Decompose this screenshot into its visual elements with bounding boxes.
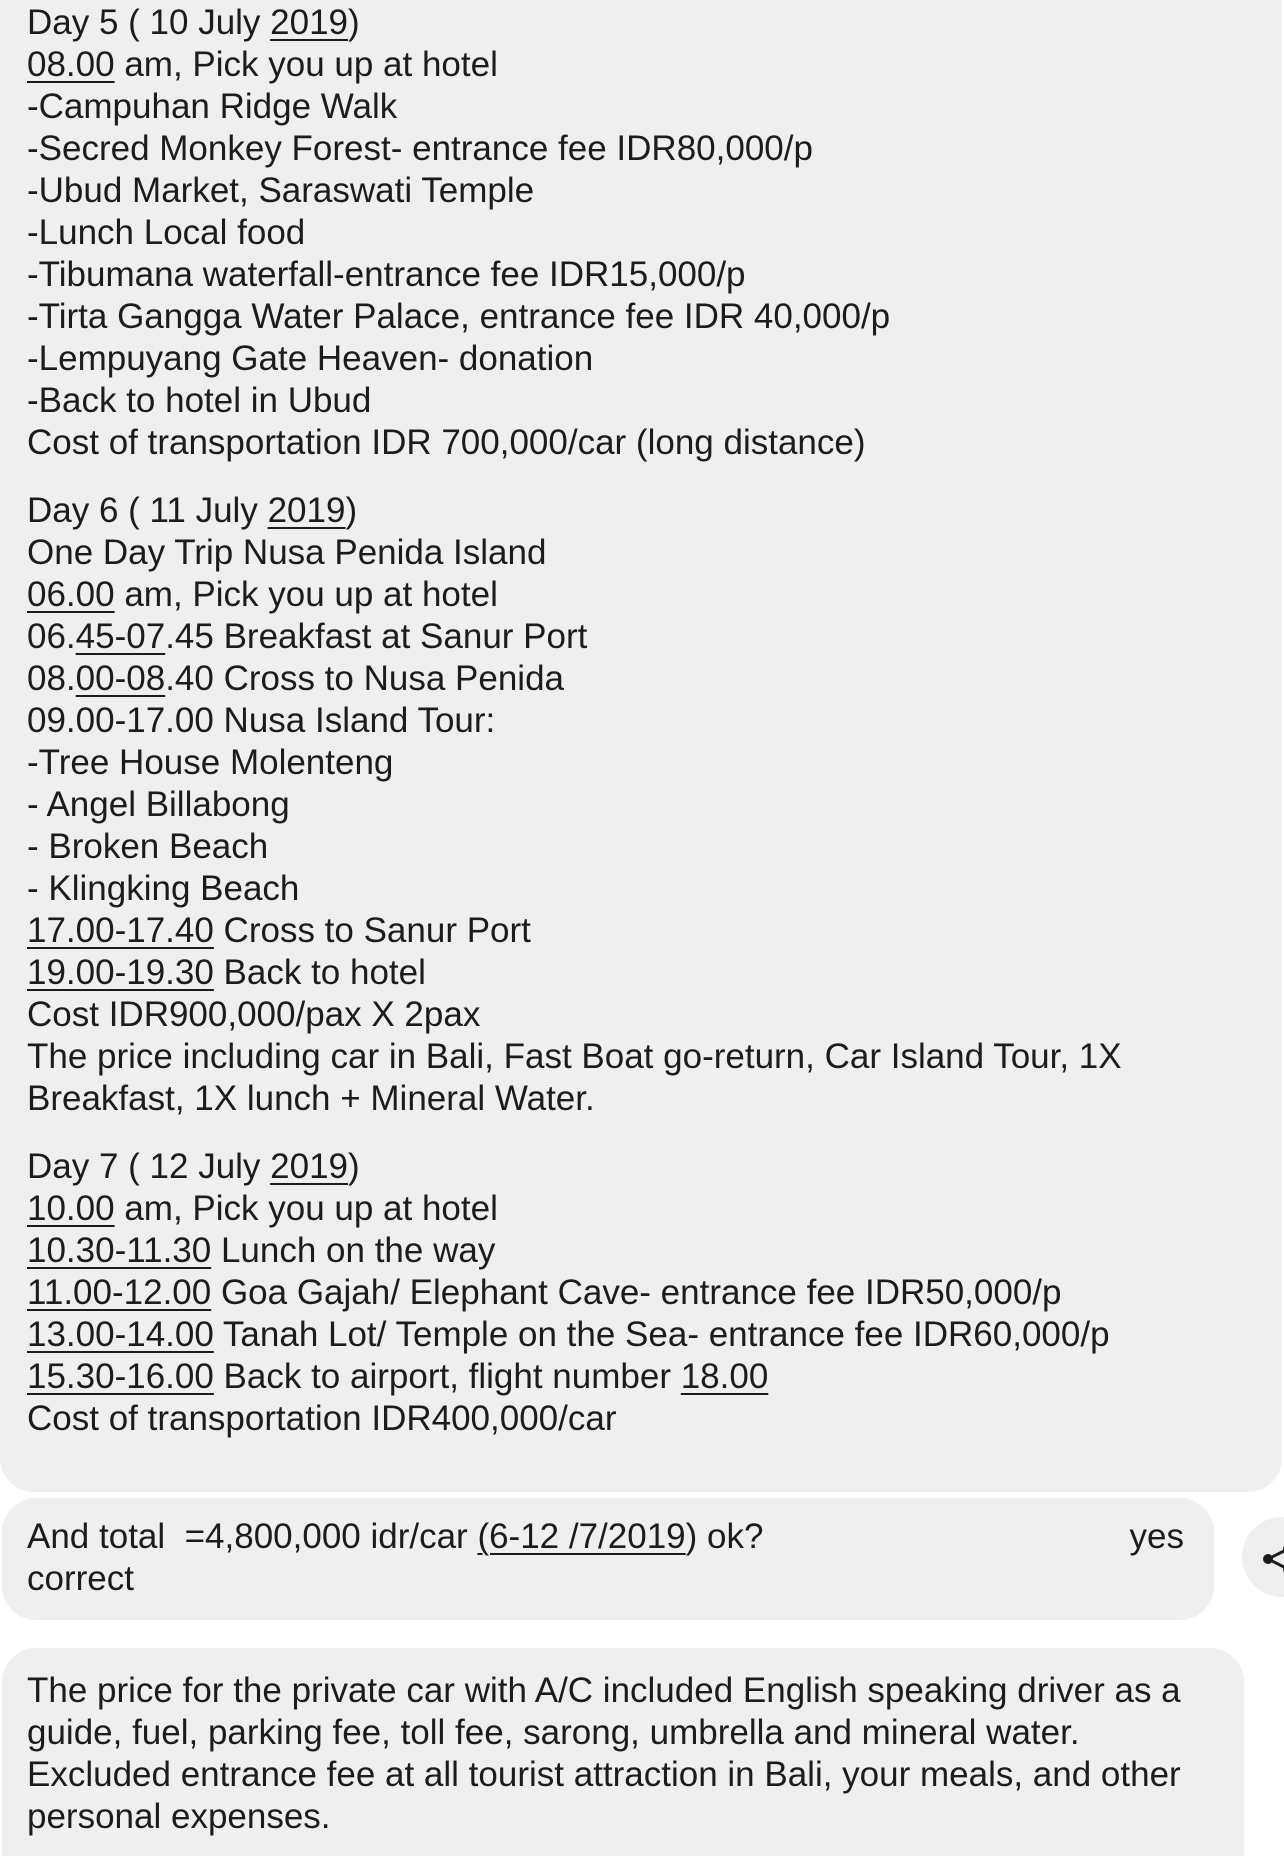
day5-item: -Tibumana waterfall-entrance fee IDR15,000/p — [27, 255, 746, 294]
day5-item: -Secred Monkey Forest- entrance fee IDR80,000/p — [27, 129, 813, 168]
share-icon — [1262, 1544, 1284, 1574]
day7-title: Day 7 ( 12 July 2019) — [27, 1147, 360, 1186]
time-link[interactable]: 00-08 — [75, 659, 166, 698]
spacer — [27, 1120, 1282, 1146]
day7-pickup: 10.00 am, Pick you up at hotel — [27, 1189, 498, 1228]
reply-text: yes — [1129, 1517, 1184, 1556]
day6-includes: Breakfast, 1X lunch + Mineral Water. — [27, 1079, 595, 1118]
day6-tour: 09.00-17.00 Nusa Island Tour: — [27, 701, 496, 740]
time-link[interactable]: 45-07 — [75, 617, 166, 656]
date-link[interactable]: (6-12 /7/2019 — [477, 1517, 686, 1556]
day5-pickup: 08.00 am, Pick you up at hotel — [27, 45, 498, 84]
message-bubble-total[interactable] — [2, 1498, 1214, 1620]
time-link[interactable]: 13.00-14.00 — [27, 1315, 214, 1354]
date-link[interactable]: 2019 — [270, 1147, 349, 1186]
time-link[interactable]: 10.00 — [27, 1189, 115, 1228]
time-link[interactable]: 17.00-17.40 — [27, 911, 214, 950]
time-link[interactable]: 18.00 — [680, 1357, 769, 1396]
total-line-2: correct — [27, 1559, 134, 1598]
date-link[interactable]: 2019 — [267, 491, 346, 530]
day5-item: -Tirta Gangga Water Palace, entrance fee IDR 40,000/p — [27, 297, 891, 336]
day6-stop: - Angel Billabong — [27, 785, 290, 824]
day6-stop: - Klingking Beach — [27, 869, 300, 908]
day6-cost: Cost IDR900,000/pax X 2pax — [27, 995, 481, 1034]
time-link[interactable]: 15.30-16.00 — [27, 1357, 214, 1396]
day6-back: 19.00-19.30 Back to hotel — [27, 953, 426, 992]
total-line: And total =4,800,000 idr/car (6-12 /7/2019) ok? — [27, 1517, 764, 1556]
day5-item: -Lempuyang Gate Heaven- donation — [27, 339, 594, 378]
day7-lunch: 10.30-11.30 Lunch on the way — [27, 1231, 496, 1270]
price-line: Excluded entrance fee at all tourist attraction in Bali, your meals, and other — [27, 1755, 1181, 1794]
day6-title: Day 6 ( 11 July 2019) — [27, 491, 358, 530]
day5-title: Day 5 ( 10 July 2019) — [27, 3, 360, 42]
day7-goa: 11.00-12.00 Goa Gajah/ Elephant Cave- entrance fee IDR50,000/p — [27, 1273, 1062, 1312]
price-line: The price for the private car with A/C included English speaking driver as a — [27, 1671, 1181, 1710]
day6-subtitle: One Day Trip Nusa Penida Island — [27, 533, 547, 572]
day6-includes: The price including car in Bali, Fast Boat go-return, Car Island Tour, 1X — [27, 1037, 1122, 1076]
time-link[interactable]: 10.30-11.30 — [27, 1231, 212, 1270]
day5-item: -Campuhan Ridge Walk — [27, 87, 398, 126]
price-line: personal expenses. — [27, 1797, 331, 1836]
day6-cross: 08.00-08.40 Cross to Nusa Penida — [27, 659, 565, 698]
day5-cost: Cost of transportation IDR 700,000/car (long distance) — [27, 423, 866, 462]
date-link[interactable]: 2019 — [270, 3, 349, 42]
day6-stop: - Broken Beach — [27, 827, 269, 866]
time-link[interactable]: 11.00-12.00 — [27, 1273, 212, 1312]
message-bubble-price[interactable] — [2, 1648, 1244, 1856]
time-link[interactable]: 06.00 — [27, 575, 115, 614]
share-button[interactable] — [1242, 1517, 1284, 1597]
day7-tanah: 13.00-14.00 Tanah Lot/ Temple on the Sea- entrance fee IDR60,000/p — [27, 1315, 1110, 1354]
day7-airport: 15.30-16.00 Back to airport, flight number 18.00 — [27, 1357, 769, 1396]
spacer — [27, 464, 1282, 490]
day5-item: -Back to hotel in Ubud — [27, 381, 372, 420]
day5-item: -Ubud Market, Saraswati Temple — [27, 171, 535, 210]
time-link[interactable]: 08.00 — [27, 45, 115, 84]
day6-stop: -Tree House Molenteng — [27, 743, 394, 782]
day6-pickup: 06.00 am, Pick you up at hotel — [27, 575, 498, 614]
day6-breakfast: 06.45-07.45 Breakfast at Sanur Port — [27, 617, 588, 656]
day5-item: -Lunch Local food — [27, 213, 306, 252]
day7-cost: Cost of transportation IDR400,000/car — [27, 1399, 617, 1438]
day6-return: 17.00-17.40 Cross to Sanur Port — [27, 911, 531, 950]
time-link[interactable]: 19.00-19.30 — [27, 953, 214, 992]
price-line: guide, fuel, parking fee, toll fee, sarong, umbrella and mineral water. — [27, 1713, 1080, 1752]
